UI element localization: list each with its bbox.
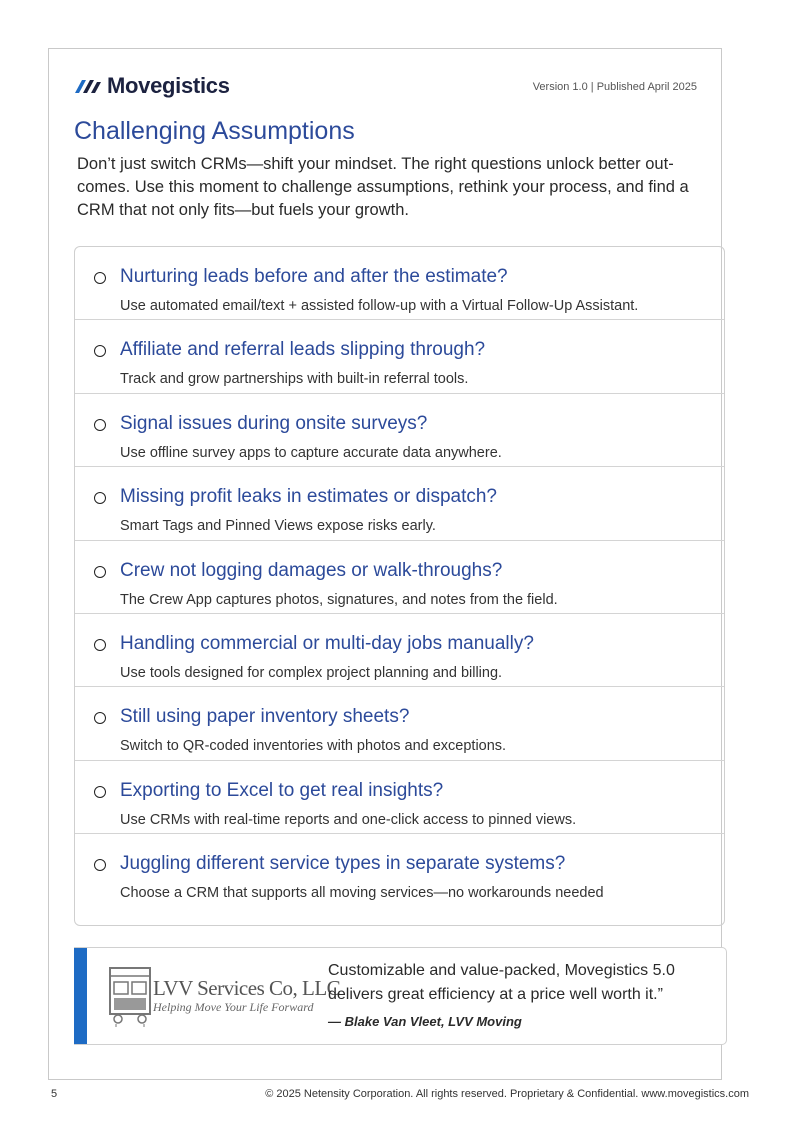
checklist-question: Exporting to Excel to get real insights? — [120, 779, 444, 801]
checklist-item — [75, 394, 724, 467]
testimonial-quote: Customizable and value-packed, Movegistics 5.0 delivers great efficiency at a price well worth it.” — [328, 962, 675, 1003]
checklist-detail: Use offline survey apps to capture accurate data anywhere. — [120, 444, 502, 461]
checkbox-circle-icon[interactable] — [94, 639, 106, 651]
intro-paragraph: Don’t just switch CRMs—shift your mindset. The right questions unlock better out-comes. Use this moment to challenge assumptions, rethink your process, and find a CRM that not only fits—but fuels your growth. — [77, 155, 689, 219]
checkbox-circle-icon[interactable] — [94, 566, 106, 578]
checklist-item — [75, 834, 724, 907]
version-info: Version 1.0 | Published April 2025 — [532, 81, 697, 93]
checklist-question: Juggling different service types in separate systems? — [120, 853, 566, 875]
moving-truck-icon — [108, 966, 152, 1028]
checkbox-circle-icon[interactable] — [94, 419, 106, 431]
brand-logo — [73, 73, 230, 99]
checklist-detail: Switch to QR-coded inventories with photos and exceptions. — [120, 738, 507, 755]
brand-name: Movegistics — [107, 73, 230, 98]
checklist-item — [75, 614, 724, 687]
checklist-question: Missing profit leaks in estimates or dispatch? — [120, 486, 497, 508]
checklist-item — [75, 320, 724, 393]
client-tagline: Helping Move Your Life Forward — [153, 1000, 314, 1014]
page-number: 5 — [51, 1088, 58, 1100]
checklist-detail: Choose a CRM that supports all moving services—no workarounds needed — [120, 885, 604, 902]
checklist-question: Still using paper inventory sheets? — [120, 706, 410, 728]
checkbox-circle-icon[interactable] — [94, 345, 106, 357]
checkbox-circle-icon[interactable] — [94, 712, 106, 724]
accent-bar — [74, 948, 87, 1044]
testimonial-card — [74, 947, 727, 1045]
testimonial-attribution: — Blake Van Vleet, LVV Moving — [328, 1014, 522, 1029]
checklist-question: Nurturing leads before and after the estimate? — [120, 266, 508, 287]
checkbox-circle-icon[interactable] — [94, 492, 106, 504]
footer-copyright: © 2025 Netensity Corporation. All rights reserved. Proprietary & Confidential. www.movegistics.com — [265, 1088, 749, 1100]
checklist-item — [75, 541, 724, 614]
page-title: Challenging Assumptions — [74, 117, 355, 145]
movegistics-logo-icon — [73, 77, 103, 95]
document-page — [48, 48, 722, 1080]
checklist-detail: Use tools designed for complex project planning and billing. — [120, 664, 503, 681]
checklist-question: Crew not logging damages or walk-throughs? — [120, 559, 503, 581]
checklist-detail: Track and grow partnerships with built-in referral tools. — [120, 371, 469, 388]
checklist-question: Affiliate and referral leads slipping through? — [120, 339, 486, 361]
checklist-item — [75, 687, 724, 760]
checklist-question: Signal issues during onsite surveys? — [120, 412, 428, 434]
checklist-detail: The Crew App captures photos, signatures, and notes from the field. — [120, 591, 558, 608]
checklist-item — [75, 247, 724, 320]
checkbox-circle-icon[interactable] — [94, 786, 106, 798]
checklist-detail: Smart Tags and Pinned Views expose risks early. — [120, 518, 436, 535]
checklist-detail: Use automated email/text + assisted follow-up with a Virtual Follow-Up Assistant. — [120, 298, 639, 314]
checklist-detail: Use CRMs with real-time reports and one-click access to pinned views. — [120, 811, 577, 828]
page-header — [73, 73, 697, 103]
checklist-item — [75, 761, 724, 834]
client-name: LVV Services Co, LLC — [153, 976, 341, 1000]
checkbox-circle-icon[interactable] — [94, 859, 106, 871]
assumptions-checklist — [74, 246, 725, 926]
checklist-item — [75, 467, 724, 540]
client-logo — [108, 964, 341, 1030]
checklist-question: Handling commercial or multi-day jobs manually? — [120, 632, 534, 654]
checkbox-circle-icon[interactable] — [94, 272, 106, 284]
